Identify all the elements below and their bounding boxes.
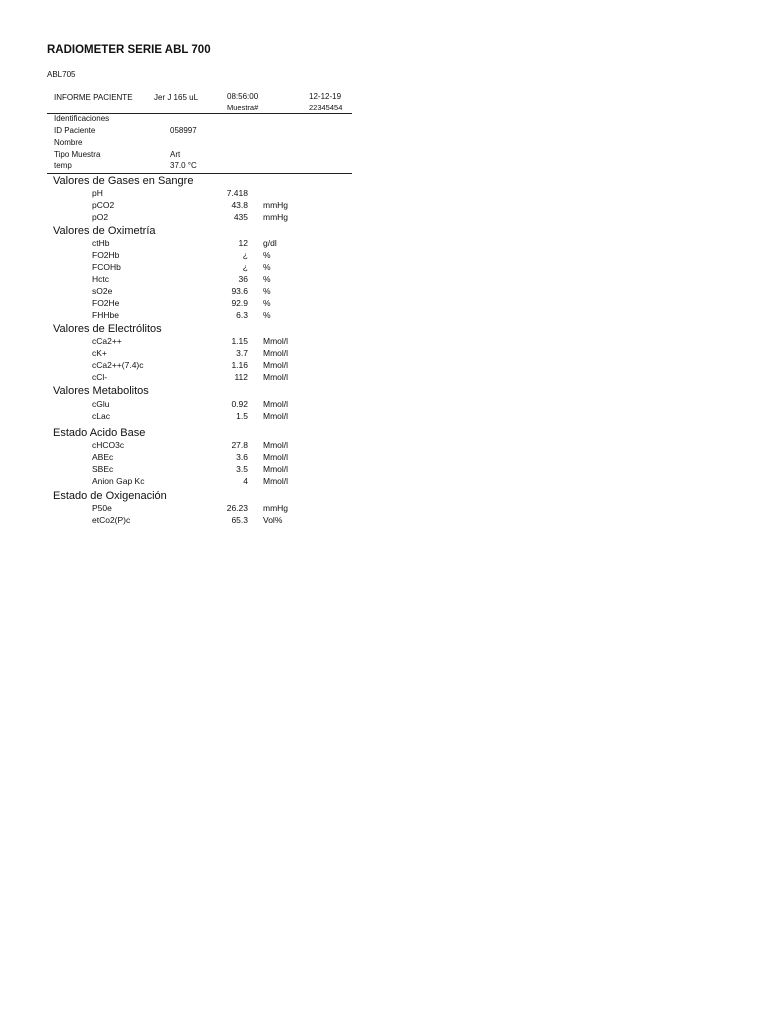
patient-id-label: ID Paciente <box>54 126 96 135</box>
result-label: ABEc <box>92 452 114 462</box>
patient-id-value: 058997 <box>170 126 197 135</box>
result-unit: % <box>263 262 271 272</box>
report-title: RADIOMETER SERIE ABL 700 <box>47 44 211 56</box>
identification-divider <box>47 173 352 174</box>
result-value: 36 <box>238 274 248 284</box>
result-unit: Mmol/l <box>263 476 289 486</box>
result-unit: Mmol/l <box>263 440 289 450</box>
syringe-info: Jer J 165 uL <box>154 93 199 102</box>
result-label: cLac <box>92 411 110 421</box>
section-oxygenation-title: Estado de Oxigenación <box>53 490 167 502</box>
result-label: etCo2(P)c <box>92 515 131 525</box>
result-label: FO2He <box>92 298 120 308</box>
result-value: 1.5 <box>236 411 248 421</box>
sample-label: Muestra# <box>227 103 259 112</box>
result-label: cHCO3c <box>92 440 125 450</box>
result-label: SBEc <box>92 464 114 474</box>
section-acid-base-title: Estado Acido Base <box>53 427 146 439</box>
result-unit: Mmol/l <box>263 452 289 462</box>
result-value: 3.7 <box>236 348 248 358</box>
result-row <box>0 250 768 262</box>
report-time: 08:56:00 <box>227 92 259 101</box>
report-date: 12-12-19 <box>309 92 342 101</box>
section-metabolites-title: Valores Metabolitos <box>53 385 149 397</box>
result-unit: % <box>263 286 271 296</box>
result-row <box>0 464 768 476</box>
result-value: 435 <box>233 212 248 222</box>
result-unit: Vol% <box>263 515 283 525</box>
result-unit: mmHg <box>263 200 289 210</box>
result-label: P50e <box>92 503 112 513</box>
section-gases-title: Valores de Gases en Sangre <box>53 175 194 187</box>
result-label: cCl- <box>92 372 108 382</box>
result-row <box>0 238 768 250</box>
result-value: 12 <box>238 238 248 248</box>
result-value: 112 <box>234 372 248 382</box>
result-row <box>0 200 768 212</box>
result-row <box>0 262 768 274</box>
result-value: 27.8 <box>231 440 248 450</box>
result-row <box>0 372 768 384</box>
report-label: INFORME PACIENTE <box>54 93 133 102</box>
result-unit: Mmol/l <box>263 336 289 346</box>
result-value: 3.6 <box>236 452 248 462</box>
sample-number: 22345454 <box>309 103 343 112</box>
result-label: sO2e <box>92 286 113 296</box>
result-unit: Mmol/l <box>263 399 289 409</box>
result-unit: g/dl <box>263 238 277 248</box>
result-row <box>0 310 768 322</box>
result-value: 26.23 <box>226 503 248 513</box>
result-label: FCOHb <box>92 262 121 272</box>
result-value: 93.6 <box>231 286 248 296</box>
result-label: cCa2++ <box>92 336 122 346</box>
result-value: 92.9 <box>231 298 248 308</box>
temp-label: temp <box>54 161 72 170</box>
result-row <box>0 188 768 200</box>
result-value: 65.3 <box>231 515 248 525</box>
result-value: ¿ <box>242 262 248 272</box>
result-value: 4 <box>243 476 248 486</box>
result-label: Hctc <box>92 274 109 284</box>
result-row <box>0 336 768 348</box>
result-unit: Mmol/l <box>263 360 289 370</box>
result-value: 1.16 <box>231 360 248 370</box>
result-row <box>0 274 768 286</box>
analyzer-model: ABL705 <box>47 70 76 79</box>
result-row <box>0 476 768 488</box>
result-unit: mmHg <box>263 503 289 513</box>
result-unit: % <box>263 310 271 320</box>
result-label: cCa2++(7.4)c <box>92 360 144 370</box>
result-row <box>0 515 768 527</box>
result-unit: % <box>263 298 271 308</box>
result-value: 7.418 <box>226 188 248 198</box>
result-label: pH <box>92 188 103 198</box>
result-label: pCO2 <box>92 200 115 210</box>
result-value: 3.5 <box>236 464 248 474</box>
result-label: pO2 <box>92 212 109 222</box>
temp-value: 37.0 °C <box>170 161 197 170</box>
result-unit: Mmol/l <box>263 411 289 421</box>
result-row <box>0 286 768 298</box>
result-row <box>0 348 768 360</box>
result-value: 1.15 <box>231 336 248 346</box>
result-row <box>0 411 768 423</box>
result-row <box>0 452 768 464</box>
sample-type-value: Art <box>170 150 181 159</box>
result-label: cGlu <box>92 399 110 409</box>
result-unit: Mmol/l <box>263 372 289 382</box>
result-label: ctHb <box>92 238 110 248</box>
result-row <box>0 212 768 224</box>
result-label: cK+ <box>92 348 107 358</box>
result-unit: % <box>263 274 271 284</box>
sample-type-label: Tipo Muestra <box>54 150 101 159</box>
result-row <box>0 360 768 372</box>
result-unit: mmHg <box>263 212 289 222</box>
result-unit: Mmol/l <box>263 464 289 474</box>
identification-heading: Identificaciones <box>54 114 110 123</box>
name-label: Nombre <box>54 138 83 147</box>
result-label: FHHbe <box>92 310 119 320</box>
result-value: 0.92 <box>231 399 248 409</box>
result-label: FO2Hb <box>92 250 120 260</box>
result-unit: Mmol/l <box>263 348 289 358</box>
result-row <box>0 399 768 411</box>
result-value: 43.8 <box>231 200 248 210</box>
result-row <box>0 298 768 310</box>
result-label: Anion Gap Kc <box>92 476 145 486</box>
result-unit: % <box>263 250 271 260</box>
result-value: ¿ <box>242 250 248 260</box>
result-row <box>0 440 768 452</box>
section-electrolytes-title: Valores de Electrólitos <box>53 323 162 335</box>
result-row <box>0 503 768 515</box>
result-value: 6.3 <box>236 310 248 320</box>
section-oximetry-title: Valores de Oximetría <box>53 225 156 237</box>
